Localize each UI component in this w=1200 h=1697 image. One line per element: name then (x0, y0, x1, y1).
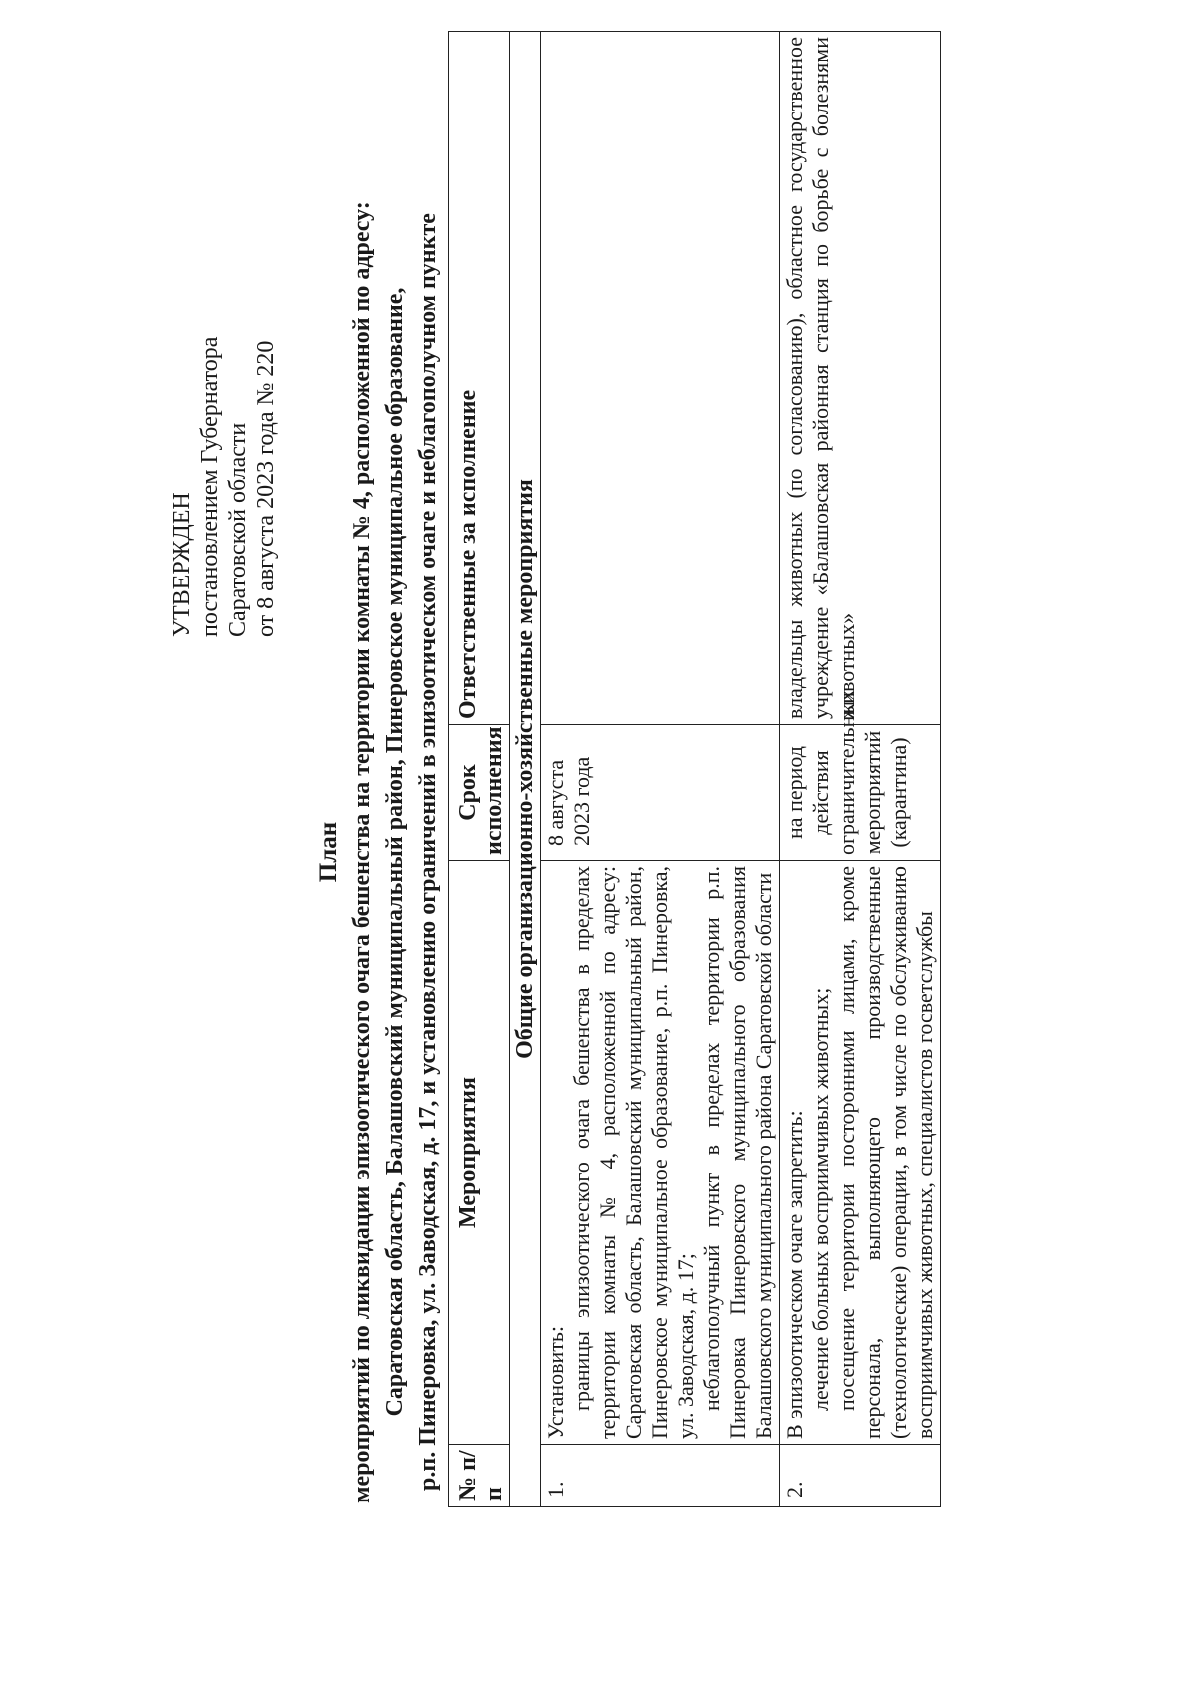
measure-paragraph: неблагополучный пункт в пределах территории р.п. Пинеровка Пинеровского муниципального образования Балашовского муниципального района Саратовской области (699, 866, 776, 1439)
approval-title: УТВЕРЖДЕН (169, 492, 195, 637)
title-line: мероприятий по ликвидации эпизоотического очага бешенства на территории комнаты № 4, расположенной по адресу: (349, 201, 375, 1503)
responsible-cell: владельцы животных (по согласованию), областное государственное учреждение «Балашовская районная станция по борьбе с болезнями животных» (780, 32, 941, 725)
header-term: Срок исполнения (449, 725, 510, 861)
term-cell: на период действия ограничительных мероприятий (карантина) (780, 725, 941, 861)
measure-paragraph: лечение больных восприимчивых животных; (808, 987, 833, 1411)
approval-line: постановлением Губернатора (197, 336, 223, 637)
header-measures: Мероприятия (449, 861, 510, 1445)
measure-paragraph: посещение территории посторонними лицами, кроме персонала, выполняющего производственные (технологические) операции, в том числе по обслуживанию восприимчивых животных, специалистов госветслужбы (834, 866, 937, 1439)
section-title: Общие организационно-хозяйственные мероприятия (510, 32, 541, 1507)
table-row (780, 32, 941, 1507)
header-responsible: Ответственные за исполнение (449, 32, 510, 725)
plan-table (448, 31, 941, 1507)
header-num: № п/п (449, 1445, 510, 1507)
title-line: р.п. Пинеровка, ул. Заводская, д. 17, и установлению ограничений в эпизоотическом очаге и неблагополучном пункте (415, 213, 441, 1491)
document-title (312, 117, 445, 1587)
table-header-row (449, 32, 510, 1507)
term-cell: 8 августа 2023 года (541, 725, 780, 861)
title-heading: План (315, 821, 342, 883)
approval-line: Саратовской области (225, 422, 251, 637)
measure-paragraph: В эпизоотическом очаге запретить: (782, 1110, 807, 1439)
title-line: Саратовская область, Балашовский муниципальный район, Пинеровское муниципальное образование, (382, 287, 408, 1417)
approval-stamp (168, 337, 280, 637)
row-number: 2. (780, 1445, 941, 1507)
measure-paragraph: Установить: (543, 1325, 568, 1439)
section-row (510, 32, 541, 1507)
row-number: 1. (541, 1445, 780, 1507)
measure-paragraph: границы эпизоотического очага бешенства в пределах территории комнаты № 4, расположенной по адресу: Саратовская область, Балашовский муниципальный район, Пинеровское муниципальное образование, р.п. Пинеровка, ул. Заводская, д. 17; (569, 866, 698, 1439)
responsible-cell (541, 32, 780, 725)
measure-cell (541, 861, 780, 1445)
approval-date: от 8 августа 2023 года № 220 (253, 340, 279, 637)
table-row (541, 32, 780, 1507)
measure-cell (780, 861, 941, 1445)
